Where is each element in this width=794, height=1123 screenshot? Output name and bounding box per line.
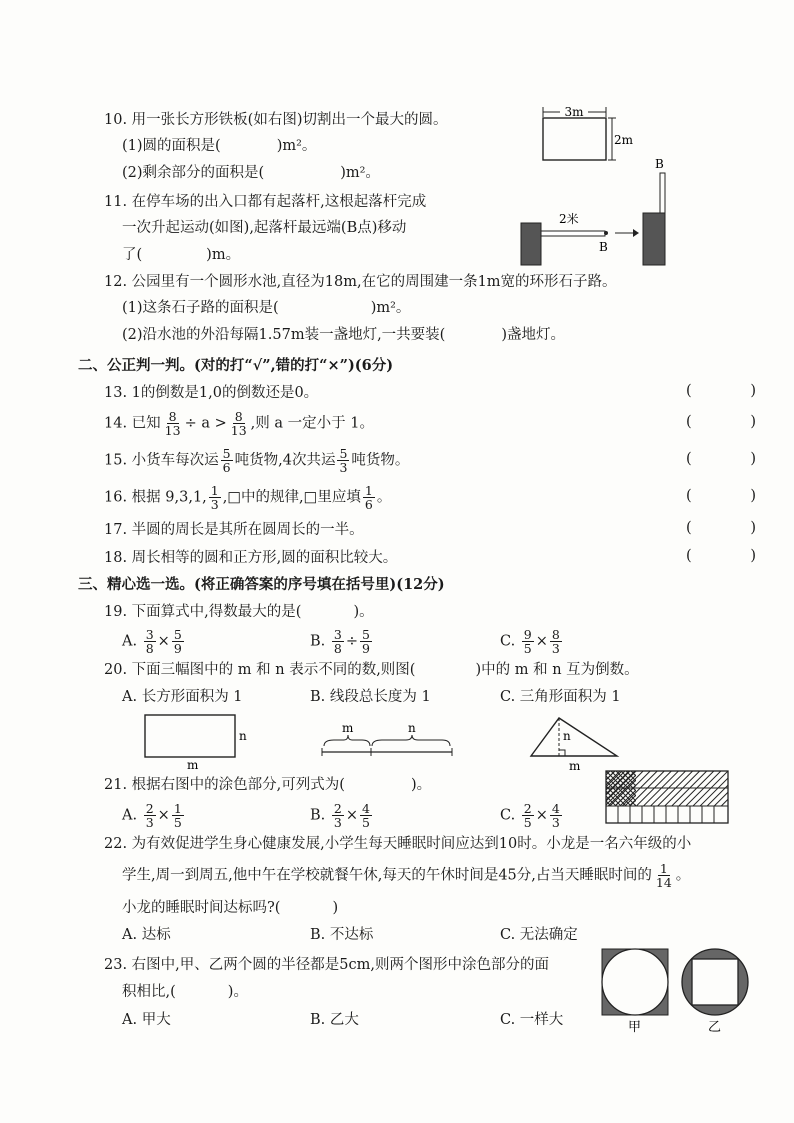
label-m: m <box>187 758 199 770</box>
q16 <box>104 484 391 511</box>
section3-title: 三、精心选一选。(将正确答案的序号填在括号里)(12分) <box>78 576 445 593</box>
q19-stem <box>104 602 374 622</box>
brace-n <box>372 735 450 746</box>
q10-stem: 10. 用一张长方形铁板(如右图)切割出一个最大的圆。 <box>104 112 448 128</box>
q15-frac1: $\frac{5}{6}$ <box>222 446 231 475</box>
paren-left: ( <box>686 520 692 536</box>
label-m: m <box>342 721 354 735</box>
q20-figure-a-rectangle <box>140 712 250 770</box>
q19-end: )。 <box>353 604 374 620</box>
q10-p2-end: )m²。 <box>340 165 380 181</box>
label-yi: 乙 <box>708 1020 722 1035</box>
q16-mid: ,□中的规律,□里应填 <box>222 489 361 506</box>
q17: 17. 半圆的周长是其所在圆周长的一半。 <box>104 522 364 538</box>
q23-option-c[interactable]: C. 一样大 <box>500 1012 564 1028</box>
b-end-label: B <box>599 240 608 254</box>
q14-text: 14. 已知 <box>104 415 161 432</box>
q13: 13. 1的倒数是1,0的倒数还是0。 <box>104 385 319 401</box>
q21-end: )。 <box>410 777 432 793</box>
length-label: 2米 <box>559 212 579 226</box>
q16-frac2: $\frac{1}{6}$ <box>364 483 373 512</box>
q17-answer-box[interactable] <box>686 520 756 536</box>
paren-left: ( <box>686 414 692 430</box>
q22-option-b[interactable]: B. 不达标 <box>310 927 374 943</box>
label-m: m <box>569 759 581 772</box>
q22-l3-end: ) <box>332 900 339 916</box>
q12-part1 <box>122 298 410 318</box>
point-b <box>604 231 608 235</box>
q22-option-c[interactable]: C. 无法确定 <box>500 927 578 943</box>
q16-frac1: $\frac{1}{3}$ <box>210 483 219 512</box>
left-post <box>521 223 541 265</box>
q12-p2-end: )盏地灯。 <box>501 327 566 343</box>
q18-answer-box[interactable] <box>686 548 756 564</box>
height-label: 2m <box>614 133 634 147</box>
paren-right: ) <box>750 451 756 467</box>
q12-part2 <box>122 325 565 345</box>
label-n: n <box>239 729 247 743</box>
q15-answer-box[interactable] <box>686 451 756 467</box>
q11-l3-end: )m。 <box>206 247 241 263</box>
q12-p1-end: )m²。 <box>370 300 411 316</box>
q20-figure-b-segment <box>318 720 458 766</box>
q23-figure-yi <box>678 945 758 1035</box>
q19-option-c[interactable]: C. $\frac{9}{5}$ × $\frac{8}{3}$ <box>500 627 560 656</box>
q21-option-b[interactable]: B. $\frac{2}{3}$ × $\frac{4}{5}$ <box>310 801 370 830</box>
q22-frac: $\frac{1}{14}$ <box>655 861 672 890</box>
q22-option-a[interactable]: A. 达标 <box>122 927 171 943</box>
q19-option-b[interactable]: B. $\frac{3}{8}$ ÷ $\frac{5}{9}$ <box>310 627 370 656</box>
q14-answer-box[interactable] <box>686 414 756 430</box>
label-n: n <box>563 729 571 743</box>
q21-stem <box>104 775 431 795</box>
q20-option-a[interactable]: A. 长方形面积为 1 <box>122 689 243 705</box>
width-label: 3m <box>564 105 584 119</box>
q11-line1: 11. 在停车场的出入口都有起落杆,这根起落杆完成 <box>104 194 427 210</box>
q22-l3-text: 小龙的睡眠时间达标吗?( <box>122 900 281 916</box>
section2-title: 二、公正判一判。(对的打“√”,错的打“×”)(6分) <box>78 357 394 374</box>
q16-text: 16. 根据 9,3,1, <box>104 489 207 506</box>
paren-right: ) <box>750 520 756 536</box>
q20-figure-c-triangle <box>525 712 645 772</box>
q18: 18. 周长相等的圆和正方形,圆的面积比较大。 <box>104 550 398 566</box>
q10-p2-text: (2)剩余部分的面积是( <box>122 165 265 181</box>
lowered-bar <box>541 231 605 236</box>
q12-p2-text: (2)沿水池的外沿每隔1.57m装一盏地灯,一共要装( <box>122 327 446 343</box>
q20-option-c[interactable]: C. 三角形面积为 1 <box>500 689 621 705</box>
q11-line3 <box>122 245 240 265</box>
q14-frac1: $\frac{8}{13}$ <box>164 409 181 438</box>
q22-l2-text: 学生,周一到周五,他中午在学校就餐午休,每天的午休时间是45分,占当天睡眠时间的 <box>122 867 652 884</box>
q15-end: 吨货物。 <box>351 452 410 469</box>
paren-right: ) <box>750 548 756 564</box>
iron-plate-rect <box>543 118 606 160</box>
q15-text: 15. 小货车每次运 <box>104 452 219 469</box>
q14-frac2: $\frac{8}{13}$ <box>230 409 247 438</box>
q11-barrier-figure <box>515 155 675 270</box>
q21-text: 21. 根据右图中的涂色部分,可列式为( <box>104 777 345 793</box>
q23-figure-jia <box>598 945 678 1035</box>
right-post <box>643 213 665 265</box>
q12-stem: 12. 公园里有一个圆形水池,直径为18m,在它的周围建一条1m宽的环形石子路。 <box>104 274 617 290</box>
q14-op: ÷ a > <box>184 415 227 432</box>
q10-p1-end: )m²。 <box>276 138 317 154</box>
q21-option-a[interactable]: A. $\frac{2}{3}$ × $\frac{1}{5}$ <box>122 801 182 830</box>
q10-part1 <box>122 136 316 156</box>
q10-p1-text: (1)圆的面积是( <box>122 138 221 154</box>
q23-l2-text: 积相比,( <box>122 984 176 1000</box>
brace-m <box>324 735 370 746</box>
q15-frac2: $\frac{5}{3}$ <box>339 446 348 475</box>
q23-line1: 23. 右图中,甲、乙两个圆的半径都是5cm,则两个图形中涂色部分的面 <box>104 957 549 973</box>
q11-line2: 一次升起运动(如图),起落杆最远端(B点)移动 <box>122 220 407 236</box>
q21-shaded-grid-figure <box>603 768 733 828</box>
q23-line2 <box>122 982 248 1002</box>
q23-option-b[interactable]: B. 乙大 <box>310 1012 359 1028</box>
q16-answer-box[interactable] <box>686 488 756 504</box>
label-jia: 甲 <box>628 1020 642 1035</box>
q22-line2 <box>122 862 690 889</box>
b-top-label: B <box>655 157 664 171</box>
q23-option-a[interactable]: A. 甲大 <box>122 1012 171 1028</box>
q15-mid: 吨货物,4次共运 <box>234 452 336 469</box>
paren-left: ( <box>686 383 692 399</box>
q22-line3 <box>122 898 338 918</box>
q11-l3-text: 了( <box>122 247 143 263</box>
q20-option-b[interactable]: B. 线段总长度为 1 <box>310 689 431 705</box>
q14-end: ,则 a 一定小于 1。 <box>250 415 374 432</box>
q19-text: 19. 下面算式中,得数最大的是( <box>104 604 302 620</box>
q10-part2 <box>122 163 380 183</box>
paren-right: ) <box>750 488 756 504</box>
q13-answer-box[interactable] <box>686 383 756 399</box>
paren-right: ) <box>750 414 756 430</box>
q12-p1-text: (1)这条石子路的面积是( <box>122 300 279 316</box>
q14 <box>104 410 374 437</box>
arrow-head <box>633 229 639 237</box>
q21-option-c[interactable]: C. $\frac{2}{5}$ × $\frac{4}{3}$ <box>500 801 560 830</box>
q23-l2-end: )。 <box>227 984 248 1000</box>
q20-stem <box>104 660 639 680</box>
paren-left: ( <box>686 451 692 467</box>
q20-text: 20. 下面三幅图中的 m 和 n 表示不同的数,则图( <box>104 662 416 678</box>
paren-left: ( <box>686 488 692 504</box>
q22-line1: 22. 为有效促进学生身心健康发展,小学生每天睡眠时间应达到10时。小龙是一名六年级的小 <box>104 836 692 852</box>
q22-l2-end: 。 <box>675 867 691 884</box>
paren-left: ( <box>686 548 692 564</box>
q19-option-a[interactable]: A. $\frac{3}{8}$ × $\frac{5}{9}$ <box>122 627 182 656</box>
q20-end: )中的 m 和 n 互为倒数。 <box>475 662 639 678</box>
label-n: n <box>408 721 416 735</box>
q15 <box>104 447 409 474</box>
paren-right: ) <box>750 383 756 399</box>
q16-end: 。 <box>376 489 392 506</box>
